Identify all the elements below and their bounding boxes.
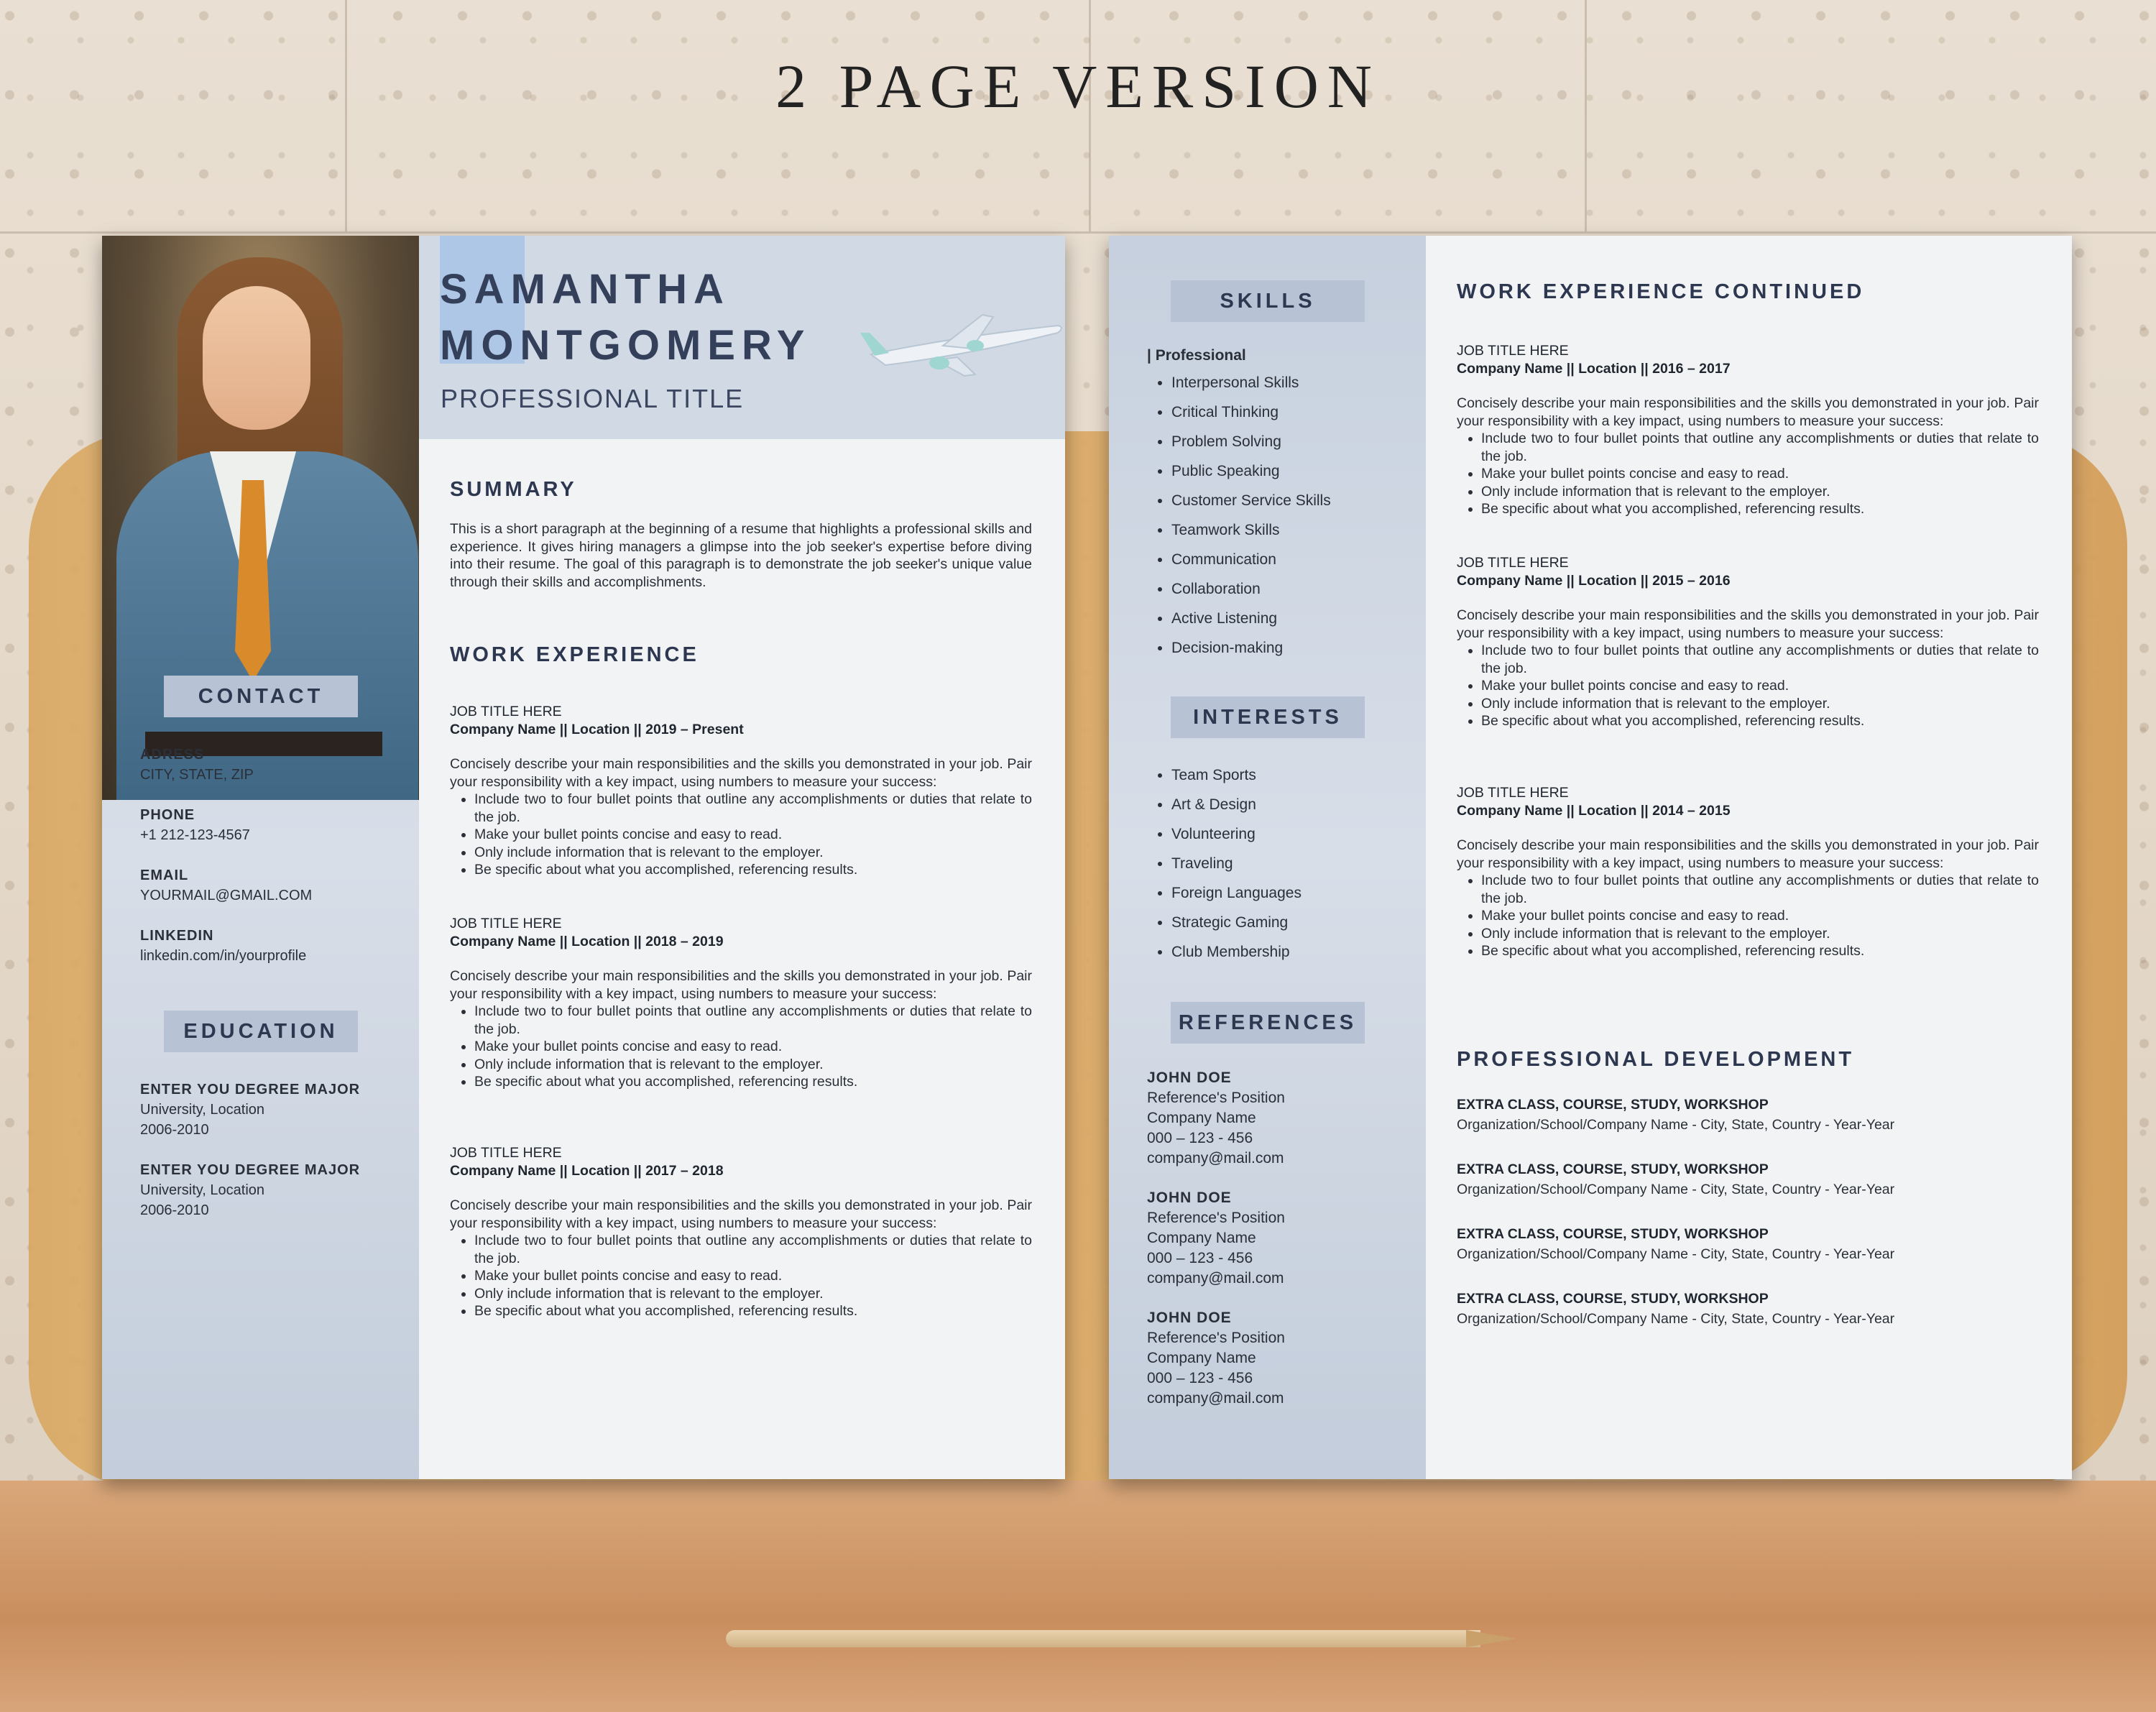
contact-label: ADRESS	[140, 747, 205, 763]
job-bullets	[1457, 642, 2039, 730]
list-item: • Club Membership	[1171, 937, 1302, 967]
job-entry	[450, 1144, 1032, 1320]
job-entry	[450, 703, 1032, 879]
job-company: Company Name || Location || 2015 – 2016	[1457, 572, 1731, 589]
school: University, Location	[140, 1182, 265, 1198]
reference-entry	[1147, 1068, 1285, 1169]
job-company: Company Name || Location || 2019 – Present	[450, 721, 744, 737]
summary-section	[450, 478, 1032, 591]
list-item: • Customer Service Skills	[1171, 486, 1331, 515]
contact-block	[140, 745, 312, 966]
headline: 2 PAGE VERSION	[775, 52, 1381, 121]
list-item: • Include two to four bullet points that outline any accomplishments or duties that relate to the job.	[474, 1003, 1032, 1038]
ref-phone: 000 – 123 - 456	[1147, 1130, 1253, 1146]
list-item: • Only include information that is relevant to the employer.	[474, 844, 1032, 862]
job-company: Company Name || Location || 2016 – 2017	[1457, 360, 1731, 377]
ref-company: Company Name	[1147, 1230, 1256, 1246]
ref-name: JOHN DOE	[1147, 1069, 1232, 1086]
job-title: JOB TITLE HERE	[450, 704, 562, 719]
years: 2006-2010	[140, 1122, 209, 1138]
candidate-name	[440, 262, 811, 374]
ref-email: company@mail.com	[1147, 1390, 1284, 1407]
ref-name: JOHN DOE	[1147, 1310, 1232, 1326]
pd-entry-title: EXTRA CLASS, COURSE, STUDY, WORKSHOP	[1457, 1161, 1769, 1177]
list-item: • Be specific about what you accomplished, referencing results.	[474, 1073, 1032, 1091]
pencil	[726, 1630, 1480, 1647]
skills-list	[1147, 344, 1331, 663]
job-bullets	[450, 791, 1032, 879]
pd-entry-org: Organization/School/Company Name - City, State, Country - Year-Year	[1457, 1246, 1895, 1262]
education-block	[140, 1080, 360, 1220]
job-entry	[1457, 342, 2039, 518]
list-item: • Be specific about what you accomplished, referencing results.	[474, 1302, 1032, 1320]
job-bullets	[1457, 430, 2039, 518]
list-item: • Include two to four bullet points that outline any accomplishments or duties that relate to the job.	[474, 1232, 1032, 1267]
list-item: • Foreign Languages	[1171, 878, 1302, 908]
list-item: • Collaboration	[1171, 574, 1331, 604]
work-continued-section	[1457, 280, 2039, 304]
job-desc: Concisely describe your main responsibilities and the skills you demonstrated in your job. Pair your responsibility with a key impact, using numbers to measure your success:	[1457, 607, 2039, 641]
job-entry	[1457, 784, 2039, 960]
pd-entry	[1457, 1289, 2039, 1329]
reference-entry	[1147, 1308, 1285, 1409]
work-continued-title: WORK EXPERIENCE CONTINUED	[1457, 280, 1865, 303]
job-desc: Concisely describe your main responsibilities and the skills you demonstrated in your job. Pair your responsibility with a key impact, using numbers to measure your success:	[450, 968, 1032, 1002]
years: 2006-2010	[140, 1202, 209, 1218]
job-entry	[450, 915, 1032, 1091]
job-desc: Concisely describe your main responsibilities and the skills you demonstrated in your job. Pair your responsibility with a key impact, using numbers to measure your success:	[450, 1197, 1032, 1231]
list-item: • Team Sports	[1171, 760, 1302, 790]
list-item: • Volunteering	[1171, 819, 1302, 849]
ref-email: company@mail.com	[1147, 1150, 1284, 1166]
school: University, Location	[140, 1102, 265, 1118]
degree: ENTER YOU DEGREE MAJOR	[140, 1162, 361, 1178]
ref-email: company@mail.com	[1147, 1270, 1284, 1287]
contact-label: PHONE	[140, 807, 195, 823]
last-name: MONTGOMERY	[440, 322, 811, 369]
list-item: • Make your bullet points concise and easy to read.	[474, 826, 1032, 844]
contact-value: +1 212-123-4567	[140, 827, 250, 843]
contact-value: CITY, STATE, ZIP	[140, 767, 254, 783]
list-item: • Interpersonal Skills	[1171, 368, 1331, 397]
job-bullets	[450, 1232, 1032, 1320]
job-title: JOB TITLE HERE	[450, 1145, 562, 1161]
work-section	[450, 643, 1032, 667]
pd-entry	[1457, 1159, 2039, 1200]
contact-label: LINKEDIN	[140, 928, 214, 944]
pd-title: PROFESSIONAL DEVELOPMENT	[1457, 1048, 1855, 1071]
list-item: • Only include information that is relevant to the employer.	[474, 1056, 1032, 1074]
contact-title: CONTACT	[164, 676, 358, 717]
list-item: • Public Speaking	[1171, 456, 1331, 486]
work-title: WORK EXPERIENCE	[450, 643, 699, 666]
ref-company: Company Name	[1147, 1350, 1256, 1366]
contact-value: YOURMAIL@GMAIL.COM	[140, 888, 313, 903]
list-item: • Make your bullet points concise and easy to read.	[1481, 465, 2039, 483]
job-title: JOB TITLE HERE	[450, 916, 562, 931]
airplane-icon	[857, 304, 1065, 383]
list-item: • Only include information that is relevant to the employer.	[474, 1285, 1032, 1303]
pd-entry-org: Organization/School/Company Name - City, State, Country - Year-Year	[1457, 1182, 1895, 1197]
list-item: • Be specific about what you accomplished, referencing results.	[1481, 500, 2039, 518]
resume-page-2	[1109, 236, 2072, 1479]
job-bullets	[1457, 872, 2039, 960]
job-desc: Concisely describe your main responsibilities and the skills you demonstrated in your job. Pair your responsibility with a key impact, using numbers to measure your success:	[1457, 395, 2039, 429]
list-item: • Only include information that is relevant to the employer.	[1481, 483, 2039, 501]
ref-phone: 000 – 123 - 456	[1147, 1250, 1253, 1266]
interests-list	[1147, 760, 1302, 967]
pd-entry-org: Organization/School/Company Name - City, State, Country - Year-Year	[1457, 1117, 1895, 1133]
list-item: • Critical Thinking	[1171, 397, 1331, 427]
stone-floor	[0, 1481, 2156, 1712]
summary-text: This is a short paragraph at the beginning of a resume that highlights a professional skills and experience. It gives hiring managers a glimpse into the job seeker's expertise before diving into their resume. The goal of this paragraph is to demonstrate the job seeker's unique value through their skills and accomplishments.	[450, 521, 1032, 590]
degree: ENTER YOU DEGREE MAJOR	[140, 1082, 361, 1097]
pd-section	[1457, 1048, 2039, 1353]
ref-company: Company Name	[1147, 1110, 1256, 1126]
list-item: • Be specific about what you accomplished, referencing results.	[474, 861, 1032, 879]
list-item: • Be specific about what you accomplished, referencing results.	[1481, 942, 2039, 960]
list-item: • Include two to four bullet points that outline any accomplishments or duties that relate to the job.	[1481, 642, 2039, 677]
list-item: • Include two to four bullet points that outline any accomplishments or duties that relate to the job.	[1481, 872, 2039, 907]
references-title: REFERENCES	[1171, 1002, 1365, 1044]
reference-entry	[1147, 1188, 1285, 1289]
job-desc: Concisely describe your main responsibilities and the skills you demonstrated in your job. Pair your responsibility with a key impact, using numbers to measure your success:	[450, 756, 1032, 790]
list-item: • Include two to four bullet points that outline any accomplishments or duties that relate to the job.	[1481, 430, 2039, 465]
pd-entry-title: EXTRA CLASS, COURSE, STUDY, WORKSHOP	[1457, 1226, 1769, 1242]
list-item: • Art & Design	[1171, 790, 1302, 819]
skills-heading: | Professional	[1147, 347, 1246, 364]
list-item: • Only include information that is relevant to the employer.	[1481, 925, 2039, 943]
job-desc: Concisely describe your main responsibilities and the skills you demonstrated in your job. Pair your responsibility with a key impact, using numbers to measure your success:	[1457, 837, 2039, 871]
pd-entry-org: Organization/School/Company Name - City, State, Country - Year-Year	[1457, 1311, 1895, 1327]
job-title: JOB TITLE HERE	[1457, 555, 1569, 571]
list-item: • Decision-making	[1171, 633, 1331, 663]
job-company: Company Name || Location || 2014 – 2015	[1457, 802, 1731, 819]
job-entry	[1457, 554, 2039, 730]
contact-label: EMAIL	[140, 867, 189, 883]
ref-phone: 000 – 123 - 456	[1147, 1370, 1253, 1386]
ref-position: Reference's Position	[1147, 1210, 1285, 1226]
pd-entry-title: EXTRA CLASS, COURSE, STUDY, WORKSHOP	[1457, 1291, 1769, 1307]
ref-name: JOHN DOE	[1147, 1189, 1232, 1206]
contact-value: linkedin.com/in/yourprofile	[140, 948, 307, 964]
list-item: • Make your bullet points concise and easy to read.	[474, 1038, 1032, 1056]
resume-page-1	[102, 236, 1065, 1479]
list-item: • Make your bullet points concise and easy to read.	[474, 1267, 1032, 1285]
first-name: SAMANTHA	[440, 266, 730, 313]
job-title: JOB TITLE HERE	[1457, 785, 1569, 801]
list-item: • Make your bullet points concise and easy to read.	[1481, 907, 2039, 925]
list-item: • Include two to four bullet points that outline any accomplishments or duties that relate to the job.	[474, 791, 1032, 826]
list-item: • Only include information that is relevant to the employer.	[1481, 695, 2039, 713]
tile-seam	[0, 231, 2156, 234]
interests-title: INTERESTS	[1171, 696, 1365, 738]
job-title: JOB TITLE HERE	[1457, 343, 1569, 359]
skills-title: SKILLS	[1171, 280, 1365, 322]
job-company: Company Name || Location || 2017 – 2018	[450, 1162, 724, 1179]
list-item: • Active Listening	[1171, 604, 1331, 633]
list-item: • Problem Solving	[1171, 427, 1331, 456]
list-item: • Strategic Gaming	[1171, 908, 1302, 937]
list-item: • Teamwork Skills	[1171, 515, 1331, 545]
summary-title: SUMMARY	[450, 478, 577, 501]
list-item: • Be specific about what you accomplished, referencing results.	[1481, 712, 2039, 730]
professional-title: PROFESSIONAL TITLE	[441, 384, 745, 413]
list-item: • Traveling	[1171, 849, 1302, 878]
list-item: • Make your bullet points concise and easy to read.	[1481, 677, 2039, 695]
pd-entry-title: EXTRA CLASS, COURSE, STUDY, WORKSHOP	[1457, 1097, 1769, 1113]
list-item: • Communication	[1171, 545, 1331, 574]
job-bullets	[450, 1003, 1032, 1091]
job-company: Company Name || Location || 2018 – 2019	[450, 933, 724, 949]
pencil-tip	[1466, 1630, 1516, 1647]
pd-entry	[1457, 1224, 2039, 1264]
ref-position: Reference's Position	[1147, 1330, 1285, 1346]
pd-entry	[1457, 1095, 2039, 1135]
education-title: EDUCATION	[164, 1011, 358, 1052]
ref-position: Reference's Position	[1147, 1090, 1285, 1106]
